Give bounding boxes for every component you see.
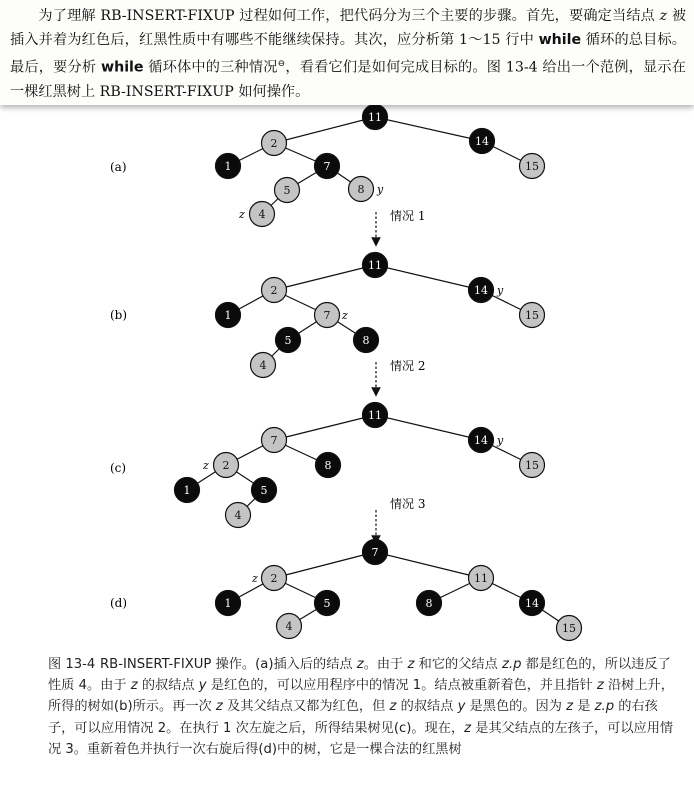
panel-d-label: (d) <box>110 596 128 610</box>
panel-b-node <box>520 303 545 328</box>
svg-text:14: 14 <box>525 597 539 610</box>
panel-d-node <box>469 566 494 591</box>
transition-arrow-2 <box>376 358 425 392</box>
svg-text:2: 2 <box>222 459 230 472</box>
panel-d-node <box>520 591 545 616</box>
svg-text:4: 4 <box>258 208 266 221</box>
svg-text:7: 7 <box>270 434 278 447</box>
panel-c-node <box>520 453 545 478</box>
transition-label: 情况 2 <box>390 359 426 373</box>
pointer-z: z <box>252 572 258 585</box>
keyword-while: while <box>100 59 144 76</box>
panel-a-node <box>470 129 495 154</box>
svg-text:15: 15 <box>525 459 539 472</box>
pointer-z: z <box>342 309 348 322</box>
pointer-z: z <box>239 208 245 221</box>
intro-paragraph <box>0 0 694 105</box>
panel-d-tree <box>110 540 582 641</box>
intro-seg: 为了理解 RB-INSERT-FIXUP 过程如何工作，把代码分为三个主要的步骤。首先，要确定当结点 <box>38 8 660 24</box>
svg-text:2: 2 <box>270 137 278 150</box>
footnote-mark: ⊖ <box>277 59 286 69</box>
panel-a-node <box>250 202 275 227</box>
pointer-y: y <box>497 434 504 447</box>
panel-c-node <box>363 403 388 428</box>
svg-text:14: 14 <box>474 434 488 447</box>
svg-text:5: 5 <box>283 184 291 197</box>
panel-b-node <box>216 303 241 328</box>
svg-text:7: 7 <box>323 309 331 322</box>
svg-text:8: 8 <box>362 334 370 347</box>
figure-caption <box>48 654 678 760</box>
panel-b-node <box>354 328 379 353</box>
svg-text:4: 4 <box>234 509 242 522</box>
caption-body: RB-INSERT-FIXUP 操作。(a)插入后的结点 z。由于 z 和它的父结点 z.p 都是红色的，所以违反了性质 4。由于 z 的叔结点 y 是红色的，可以应用程序中的情况 1。结点被重新着色，并且指针 z 沿树上升，所得的树如(b)所示。再一次 z 及其父结点又都为红色，但 z 的叔结点 y 是黑色的。因为 z 是 z.p 的右孩子，可以应用情况 2。在执行 1 次左旋之后，所得结果树见(c)。现在，z 是其父结点的左孩子，可以应用情况 3。重新着色并执行一次右旋后得(d)中的树，它是一棵合法的红黑树 <box>48 657 674 757</box>
svg-text:2: 2 <box>270 284 278 297</box>
intro-seg: 被插入并着为红色后，红黑性质中有哪些不能继续保持。其次，应分析第 1～15 行中 <box>10 8 687 48</box>
panel-c-label: (c) <box>110 461 127 475</box>
panel-a-label: (a) <box>110 160 127 174</box>
transition-arrow-1 <box>376 208 425 242</box>
panel-a-node <box>520 154 545 179</box>
svg-text:11: 11 <box>368 259 382 272</box>
panel-d-node <box>557 616 582 641</box>
panel-b-tree <box>110 253 545 378</box>
intro-seg: 循环的总目标。最后，要分析 <box>10 32 686 76</box>
intro-seg: ，看看它们是如何完成目标的。图 13-4 给出一个范例，显示在一棵红黑树上 RB-INSERT-FIXUP 如何操作。 <box>10 59 686 100</box>
svg-text:4: 4 <box>285 620 293 633</box>
transition-arrow-3 <box>376 496 425 540</box>
intro-seg: 循环体中的三种情况 <box>143 59 278 76</box>
svg-text:11: 11 <box>474 572 488 585</box>
panel-c-node <box>316 453 341 478</box>
keyword-while: while <box>538 32 582 48</box>
svg-text:1: 1 <box>183 484 191 497</box>
svg-text:1: 1 <box>224 309 232 322</box>
svg-text:8: 8 <box>324 459 332 472</box>
pointer-y: y <box>497 284 504 297</box>
panel-a-tree <box>110 105 545 227</box>
svg-text:14: 14 <box>475 135 489 148</box>
panel-c-node <box>262 428 287 453</box>
panel-d-node <box>417 591 442 616</box>
svg-text:5: 5 <box>284 334 292 347</box>
svg-text:8: 8 <box>357 183 365 196</box>
panel-b-node <box>276 328 301 353</box>
svg-text:2: 2 <box>270 572 278 585</box>
panel-b-node <box>363 253 388 278</box>
panel-c-node <box>226 503 251 528</box>
panel-c-node <box>252 478 277 503</box>
svg-text:14: 14 <box>474 284 488 297</box>
svg-text:7: 7 <box>323 160 331 173</box>
svg-text:11: 11 <box>368 409 382 422</box>
pointer-y: y <box>377 183 384 196</box>
panel-a-node <box>216 154 241 179</box>
panel-a-node <box>275 178 300 203</box>
svg-text:5: 5 <box>260 484 268 497</box>
svg-text:15: 15 <box>525 309 539 322</box>
intro-text <box>10 4 686 104</box>
svg-text:7: 7 <box>371 546 379 559</box>
panel-c-node <box>469 428 494 453</box>
svg-text:11: 11 <box>368 111 382 124</box>
panel-d-node <box>216 591 241 616</box>
panel-b-node <box>251 353 276 378</box>
panel-b-label: (b) <box>110 308 128 322</box>
svg-text:15: 15 <box>525 160 539 173</box>
svg-text:8: 8 <box>425 597 433 610</box>
caption-number: 图 13-4 <box>48 657 96 672</box>
panel-c-tree <box>110 403 545 528</box>
var-z: z <box>659 8 668 24</box>
panel-b-node <box>315 303 340 328</box>
panel-c-node <box>175 478 200 503</box>
transition-label: 情况 3 <box>390 497 426 511</box>
panel-b-node <box>469 278 494 303</box>
svg-text:1: 1 <box>224 597 232 610</box>
panel-d-node <box>262 566 287 591</box>
panel-a-node <box>363 105 388 130</box>
panel-d-node <box>277 614 302 639</box>
panel-b-node <box>262 278 287 303</box>
panel-d-node <box>315 591 340 616</box>
panel-c-node <box>214 453 239 478</box>
panel-d-node <box>363 540 388 565</box>
transition-label: 情况 1 <box>390 209 426 223</box>
panel-a-node <box>262 131 287 156</box>
svg-text:5: 5 <box>323 597 331 610</box>
svg-text:1: 1 <box>224 160 232 173</box>
panel-a-node <box>315 154 340 179</box>
pointer-z: z <box>203 459 209 472</box>
svg-text:4: 4 <box>259 359 267 372</box>
panel-a-node <box>349 177 374 202</box>
svg-text:15: 15 <box>562 622 576 635</box>
